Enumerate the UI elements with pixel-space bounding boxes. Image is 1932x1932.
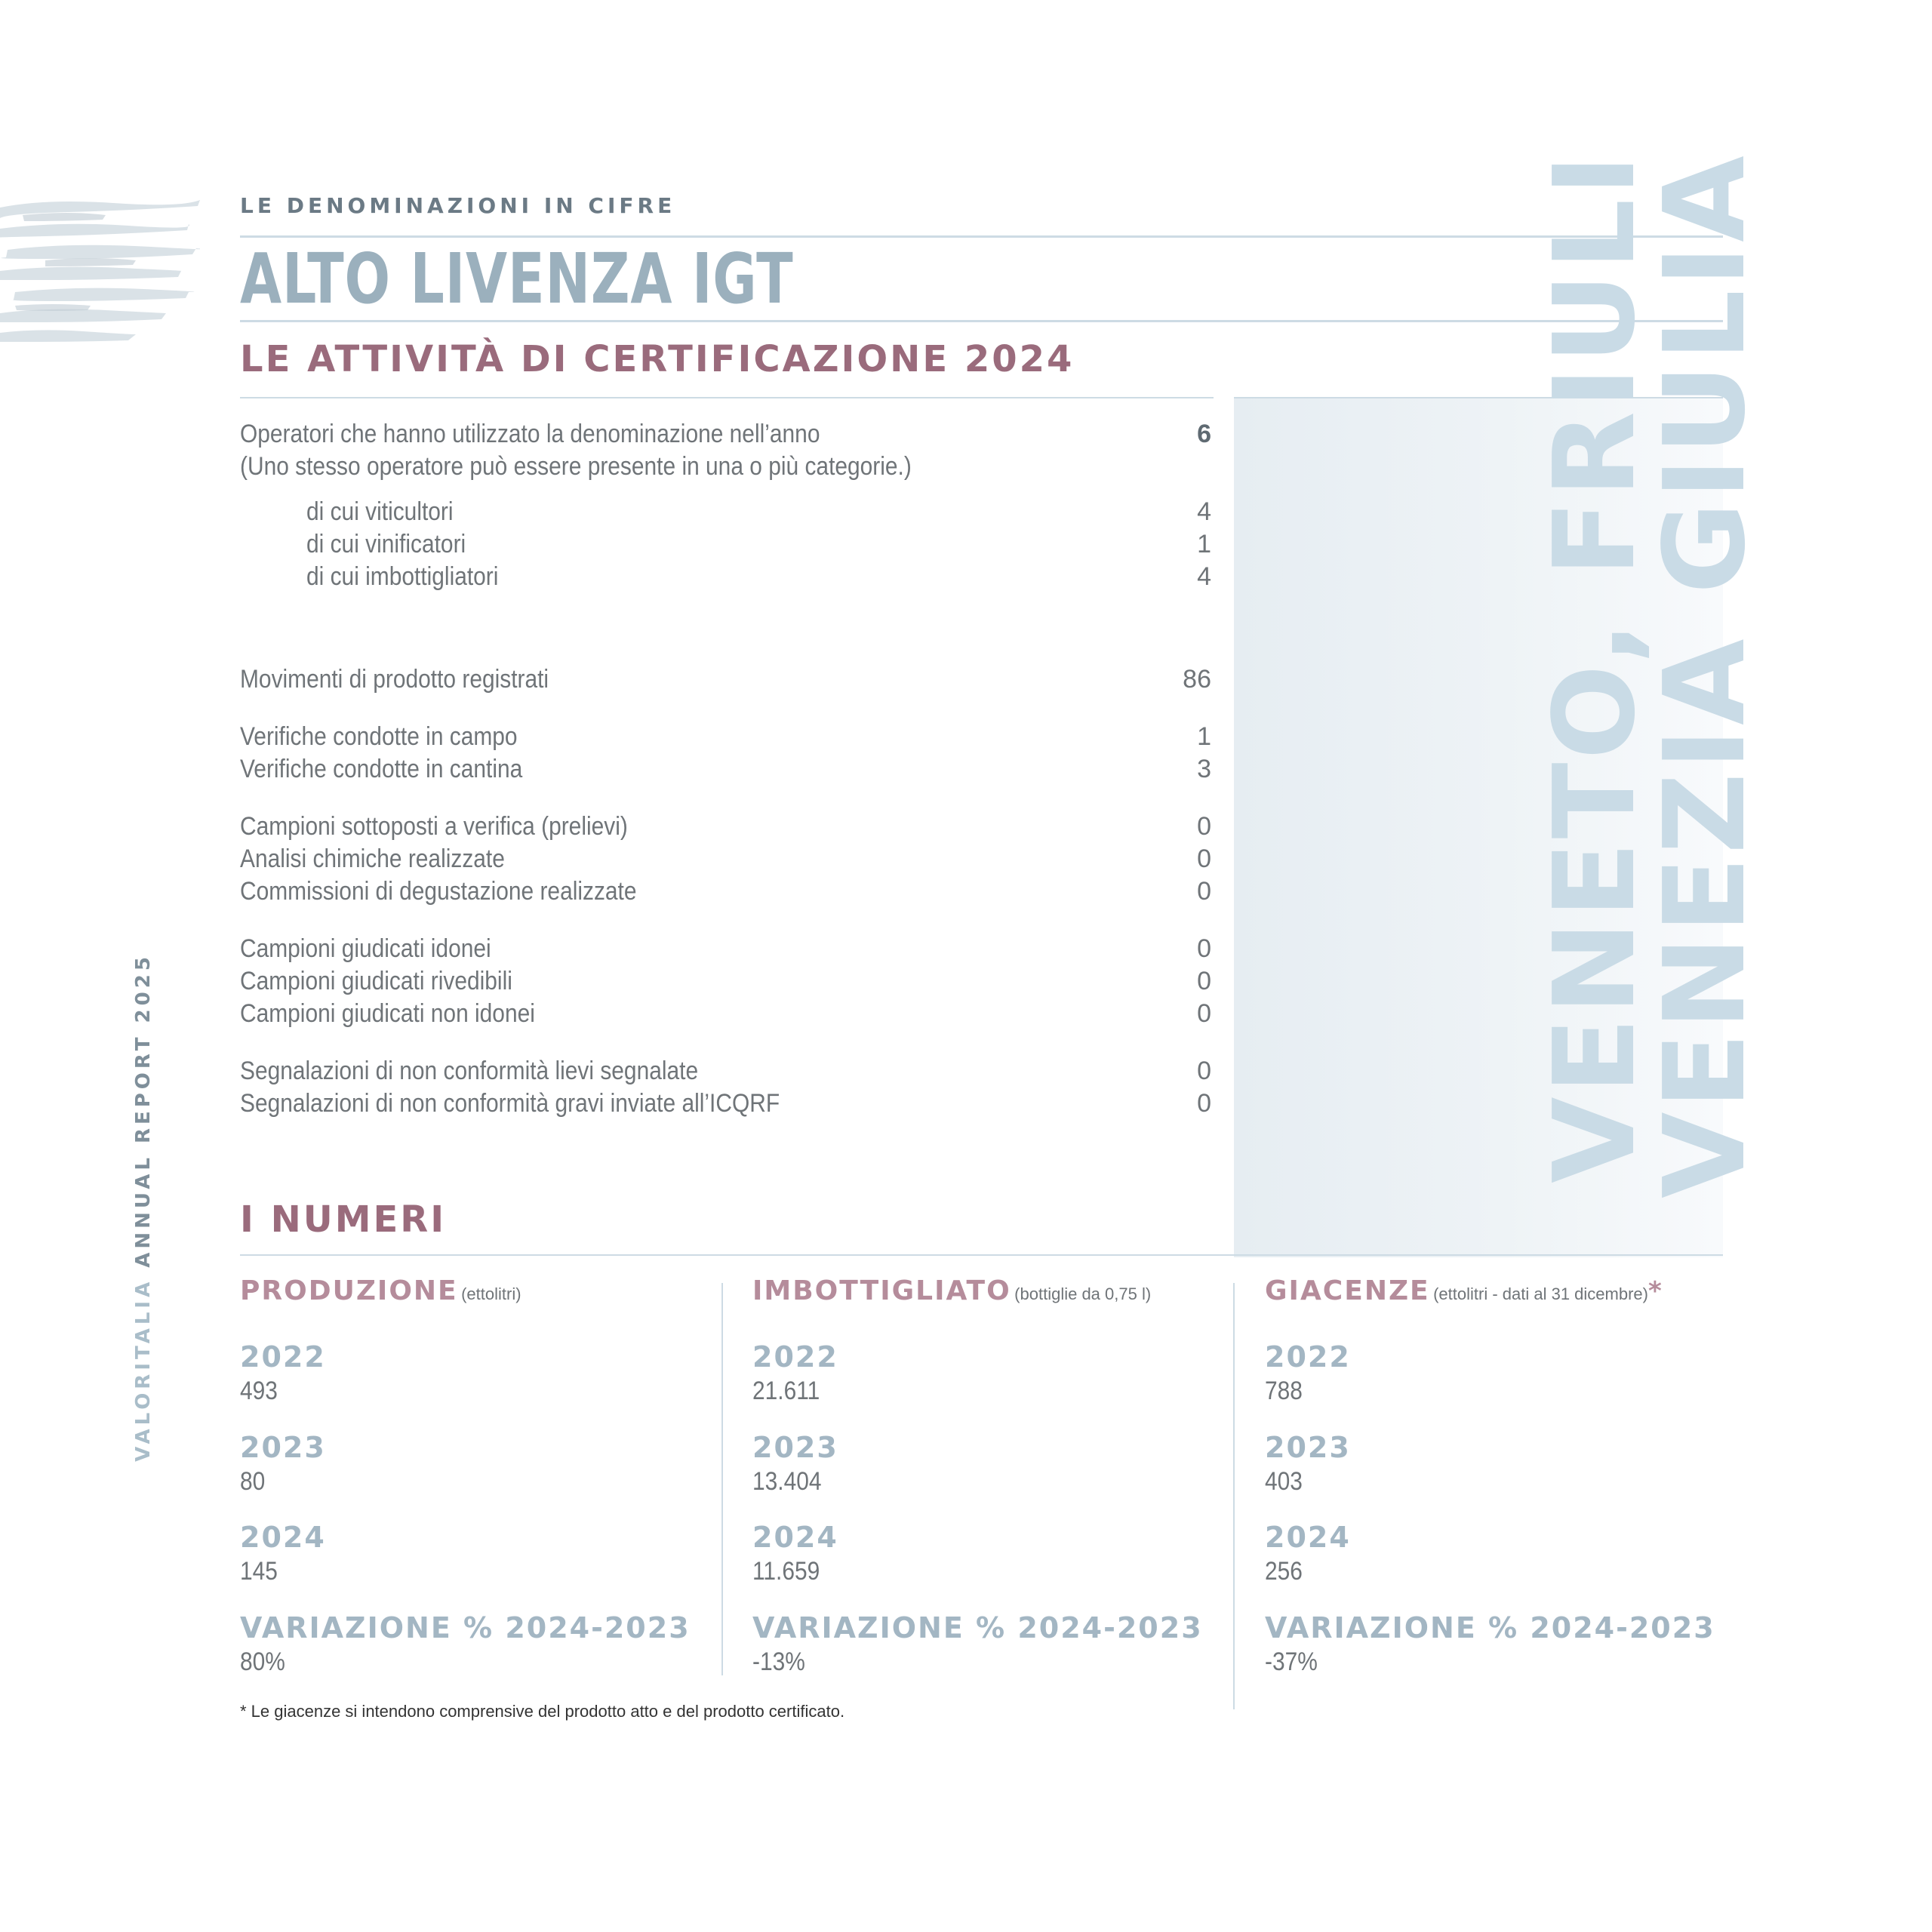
year-value: 80 (240, 1467, 266, 1496)
year-label: 2022 (240, 1340, 326, 1374)
side-report: ANNUAL REPORT 2025 (132, 953, 155, 1268)
activity-value: 1 (1197, 722, 1211, 751)
section-kicker: LE DENOMINAZIONI IN CIFRE (240, 193, 676, 218)
year-value: 788 (1265, 1377, 1303, 1405)
activity-value: 0 (1197, 967, 1211, 995)
variation-label: VARIAZIONE % 2024-2023 (752, 1611, 1203, 1644)
activity-label: Verifiche condotte in campo (240, 722, 518, 751)
year-value: 145 (240, 1557, 278, 1586)
variation-value: 80% (240, 1647, 285, 1676)
numbers-heading: I NUMERI (240, 1198, 447, 1241)
year-value: 256 (1265, 1557, 1303, 1586)
column-header (752, 1275, 1235, 1306)
activity-value: 0 (1197, 1057, 1211, 1085)
activity-label: Campioni giudicati rivedibili (240, 967, 512, 995)
activity-value: 6 (1197, 420, 1211, 448)
year-value: 493 (240, 1377, 278, 1405)
column-divider (721, 1283, 723, 1675)
activity-label: Campioni giudicati idonei (240, 934, 491, 963)
activity-value: 86 (1183, 665, 1211, 694)
stats-column-giacenze (1265, 1275, 1748, 1676)
variation-value: -13% (752, 1647, 805, 1676)
activity-value: 0 (1197, 1089, 1211, 1118)
column-title: PRODUZIONE (240, 1275, 458, 1306)
year-value: 21.611 (752, 1377, 820, 1405)
stats-column-produzione (240, 1275, 723, 1676)
activity-value: 0 (1197, 999, 1211, 1028)
year-label: 2024 (240, 1521, 326, 1554)
activity-label: Analisi chimiche realizzate (240, 844, 505, 873)
year-label: 2023 (240, 1431, 326, 1464)
region-panel (1234, 151, 1770, 1257)
page-title: ALTO LIVENZA IGT (240, 238, 794, 319)
footnote-marker: * (1647, 1276, 1662, 1306)
divider (240, 397, 1214, 398)
column-title: GIACENZE (1265, 1275, 1430, 1306)
year-label: 2023 (1265, 1431, 1351, 1464)
year-label: 2022 (752, 1340, 838, 1374)
year-label: 2024 (752, 1521, 838, 1554)
column-header (240, 1275, 723, 1306)
activity-value: 0 (1197, 844, 1211, 873)
divider (240, 320, 1723, 322)
activity-note: (Uno stesso operatore può essere presente in una o più categorie.) (240, 452, 912, 481)
activity-value: 0 (1197, 812, 1211, 841)
region-line-1: VENETO, FRIULI (1530, 151, 1660, 1183)
activity-value: 0 (1197, 934, 1211, 963)
activity-value: 4 (1197, 497, 1211, 526)
column-header (1265, 1275, 1748, 1306)
activity-value: 1 (1197, 530, 1211, 558)
year-label: 2022 (1265, 1340, 1351, 1374)
activity-value: 3 (1197, 755, 1211, 783)
activity-label: di cui imbottigliatori (306, 562, 499, 591)
variation-value: -37% (1265, 1647, 1318, 1676)
column-unit: (ettolitri) (461, 1284, 521, 1303)
year-label: 2024 (1265, 1521, 1351, 1554)
side-report-label (132, 953, 155, 1462)
activity-label: di cui vinificatori (306, 530, 466, 558)
column-title: IMBOTTIGLIATO (752, 1275, 1011, 1306)
column-unit: (bottiglie da 0,75 l) (1014, 1284, 1152, 1303)
brush-texture-decoration (0, 192, 200, 355)
activity-label: Segnalazioni di non conformità lievi segnalate (240, 1057, 699, 1085)
footnote: * Le giacenze si intendono comprensive del prodotto atto e del prodotto certificato. (240, 1702, 845, 1721)
year-value: 13.404 (752, 1467, 822, 1496)
year-value: 11.659 (752, 1557, 820, 1586)
year-value: 403 (1265, 1467, 1303, 1496)
activity-label: di cui viticultori (306, 497, 454, 526)
column-divider (1233, 1283, 1235, 1709)
variation-label: VARIAZIONE % 2024-2023 (1265, 1611, 1715, 1644)
activity-label: Commissioni di degustazione realizzate (240, 877, 637, 906)
stats-column-imbottigliato (752, 1275, 1235, 1676)
activity-value: 0 (1197, 877, 1211, 906)
column-unit: (ettolitri - dati al 31 dicembre) (1433, 1284, 1648, 1303)
side-brand: VALORITALIA (132, 1278, 155, 1462)
section-subtitle: LE ATTIVITÀ DI CERTIFICAZIONE 2024 (240, 338, 1075, 380)
activity-value: 4 (1197, 562, 1211, 591)
activity-label: Operatori che hanno utilizzato la denominazione nell’anno (240, 420, 820, 448)
variation-label: VARIAZIONE % 2024-2023 (240, 1611, 691, 1644)
activity-label: Segnalazioni di non conformità gravi inviate all’ICQRF (240, 1089, 780, 1118)
divider (240, 235, 1723, 238)
activity-label: Verifiche condotte in cantina (240, 755, 523, 783)
year-label: 2023 (752, 1431, 838, 1464)
activity-label: Campioni sottoposti a verifica (prelievi) (240, 812, 628, 841)
divider (240, 1254, 1723, 1256)
activity-label: Movimenti di prodotto registrati (240, 665, 549, 694)
activity-label: Campioni giudicati non idonei (240, 999, 535, 1028)
region-line-2: VENEZIA GIULIA (1640, 152, 1770, 1198)
